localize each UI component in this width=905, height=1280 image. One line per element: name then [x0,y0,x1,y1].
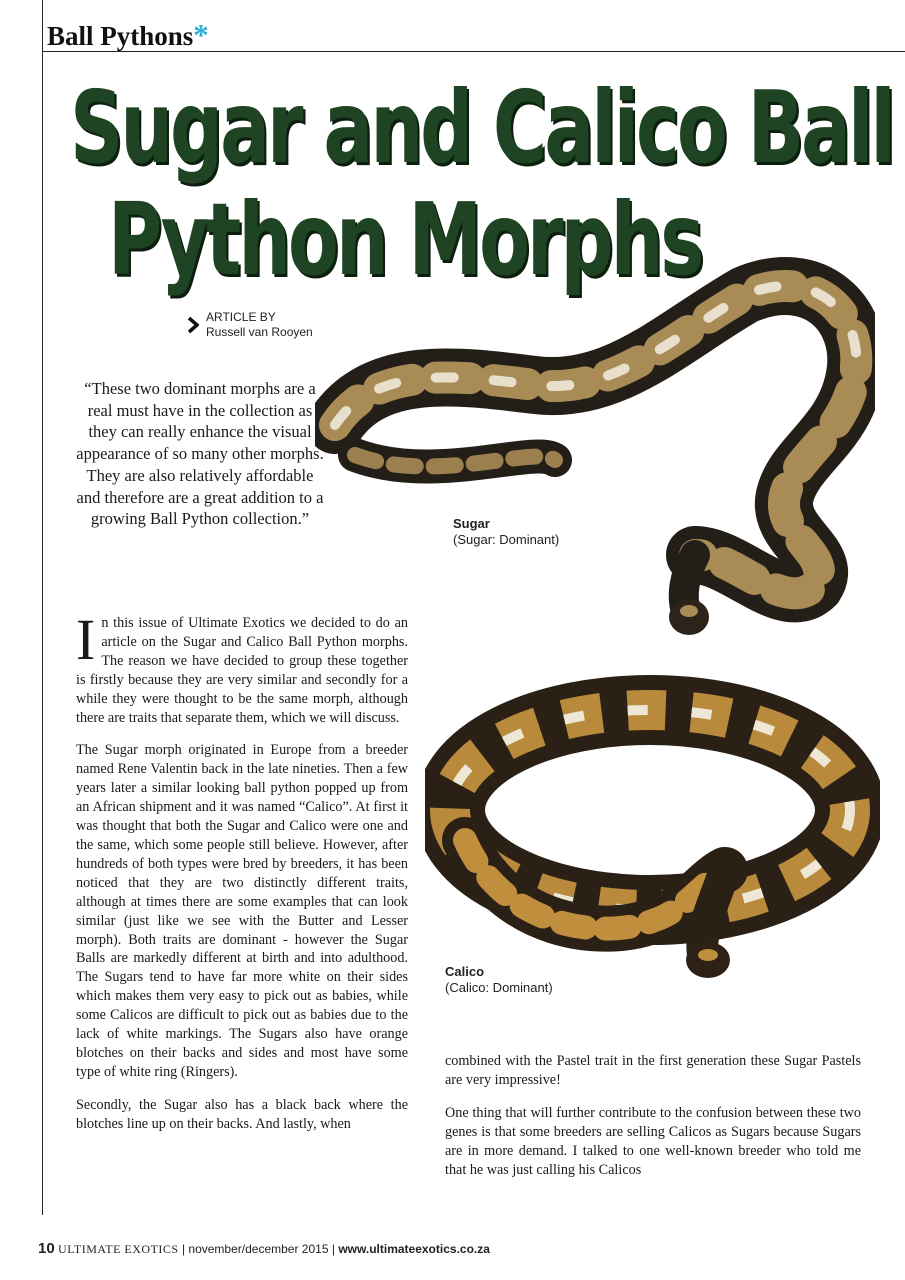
byline-author: Russell van Rooyen [206,325,313,339]
article-title-line-1: Sugar and Calico Ball [70,69,893,186]
body-paragraph-3: Secondly, the Sugar also has a black back where the blotches line up on their backs. And lastly, when [76,1096,408,1132]
section-name: Ball Pythons [47,21,194,51]
byline-label: ARTICLE BY [206,310,276,324]
website-link[interactable]: www.ultimateexotics.co.za [338,1242,490,1256]
body-paragraph-5: One thing that will further contribute to the confusion between these two genes is that some breeders are selling Calicos as Sugars because Sugars are in more demand. I talked to one well-known breeder who told me that he was just calling his Calicos [445,1104,861,1178]
body-paragraph-1 [76,607,408,727]
calico-caption-name: Calico [445,964,485,979]
footer-separator: | [181,1242,186,1256]
sugar-caption-name: Sugar [453,516,490,531]
section-title [47,19,209,50]
body-column-left [76,607,408,1148]
magazine-name: ULTIMATE EXOTICS [58,1242,179,1256]
calico-python-image [425,670,880,985]
page-number: 10 [38,1240,55,1257]
sugar-caption-detail: (Sugar: Dominant) [453,532,560,547]
sugar-python-image [315,255,875,645]
body-paragraph-4: combined with the Pastel trait in the first generation these Sugar Pastels are very impressive! [445,1053,861,1088]
calico-caption [445,964,553,996]
sugar-caption [453,516,559,548]
calico-caption-detail: (Calico: Dominant) [445,980,553,995]
footer-separator: | [331,1242,335,1256]
page-footer [38,1240,490,1257]
article-title-line-2: Python Morphs [108,181,702,298]
issue-date: november/december 2015 [188,1242,329,1256]
body-column-right [445,1052,861,1193]
pull-quote: “These two dominant morphs are a real must have in the collection as they can really enhance the visual appearance of so many other morphs. They are also relatively affordable and therefore are a great addition to a growing Ball Python collection.” [76,379,324,529]
margin-rule-vertical [42,0,43,1215]
body-paragraph-2: The Sugar morph originated in Europe from a breeder named Rene Valentin back in the late nineties. Then a few years later a similar looking ball python popped up from an African shipment and it was named “Calico”. At first it was thought that both the Sugar and Calico were one and the same, which some people still believe. However, after hundreds of both types were bred by breeders, it has been noticed that they are two distinctly different traits, although at times there are some examples that can look similar (just like we see with the Butter and Lesser morph). Both traits are dominant - however the Sugar Balls are markedly different at birth and into adulthood. The Sugars tend to have far more white on their sides which makes them very easy to pick out as babies, while some Calicos are difficult to pick out as babies due to the lack of white markings. The Sugars also have orange blotches on their backs and sides and most have some type of white ring (Ringers). [76,742,408,1080]
paragraph-text: n this issue of Ultimate Exotics we decided to do an article on the Sugar and Calico Ball Python morphs. The reason we have decided to group these together is firstly because they are very similar and secondly for a while they were thought to be the same morph, although there are traits that separate them, which we will discuss. [76,615,408,726]
chevron-right-icon [187,316,199,334]
star-icon: * [193,17,209,52]
drop-cap: I [76,607,96,672]
header-rule [42,51,905,52]
